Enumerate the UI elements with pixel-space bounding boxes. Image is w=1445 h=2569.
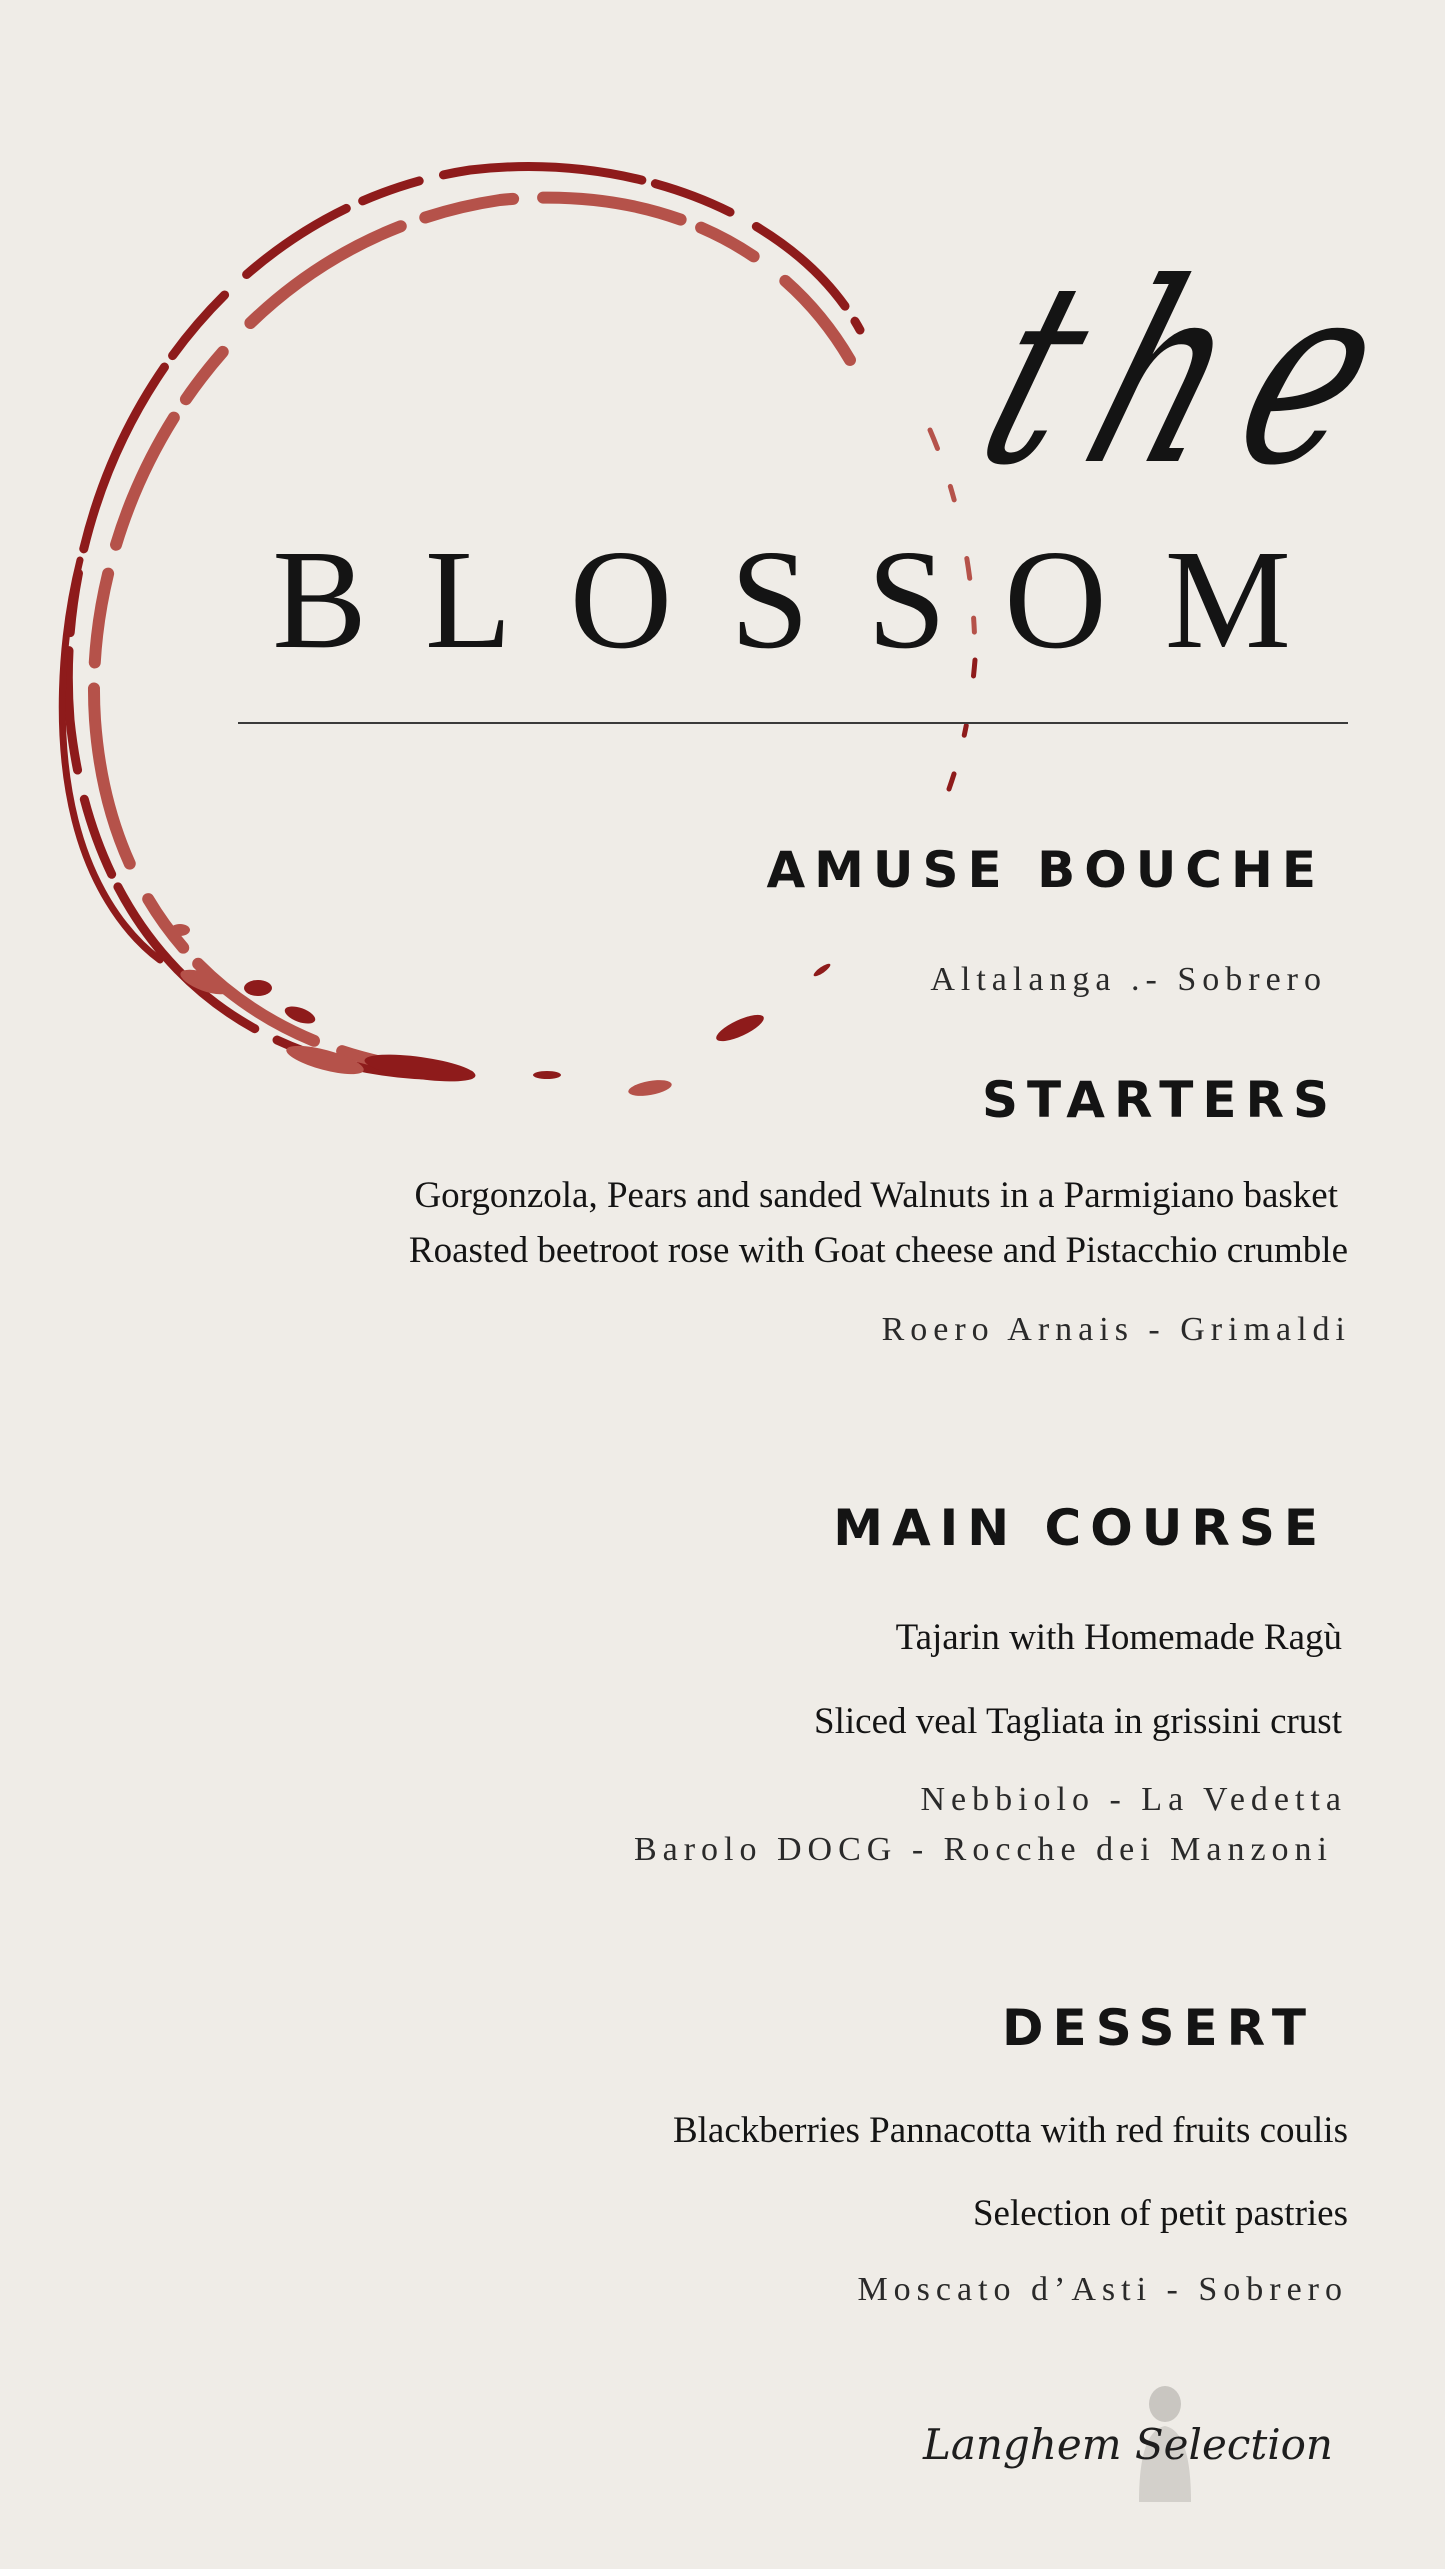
wine-pairing-main-2: Barolo DOCG - Rocche dei Manzoni bbox=[633, 1831, 1333, 1868]
logo-script-the: the bbox=[951, 229, 1444, 520]
logo-brand-name: BLOSSOM bbox=[272, 520, 1349, 678]
dish-starters-1: Gorgonzola, Pears and sanded Walnuts in a Parmigiano basket bbox=[414, 1175, 1338, 1216]
wine-pairing-main-1: Nebbiolo - La Vedetta bbox=[920, 1781, 1347, 1818]
section-title-starters: STARTERS bbox=[982, 1071, 1338, 1129]
footer-signature: Langhem Selection bbox=[922, 2420, 1333, 2469]
header-divider bbox=[238, 722, 1348, 724]
section-title-dessert: DESSERT bbox=[1002, 1999, 1315, 2057]
dish-dessert-1: Blackberries Pannacotta with red fruits coulis bbox=[672, 2110, 1348, 2151]
section-title-amuse-bouche: AMUSE BOUCHE bbox=[766, 841, 1325, 899]
section-title-main-course: MAIN COURSE bbox=[833, 1499, 1327, 1557]
dish-dessert-2: Selection of petit pastries bbox=[972, 2193, 1348, 2234]
wine-pairing-starters: Roero Arnais - Grimaldi bbox=[881, 1311, 1351, 1348]
wine-pairing-dessert: Moscato d’Asti - Sobrero bbox=[857, 2271, 1348, 2308]
dish-starters-2: Roasted beetroot rose with Goat cheese and Pistacchio crumble bbox=[408, 1230, 1348, 1271]
dish-main-2: Sliced veal Tagliata in grissini crust bbox=[814, 1701, 1342, 1742]
wine-pairing-amuse: Altalanga .- Sobrero bbox=[930, 961, 1327, 998]
dish-main-1: Tajarin with Homemade Ragù bbox=[895, 1617, 1342, 1658]
